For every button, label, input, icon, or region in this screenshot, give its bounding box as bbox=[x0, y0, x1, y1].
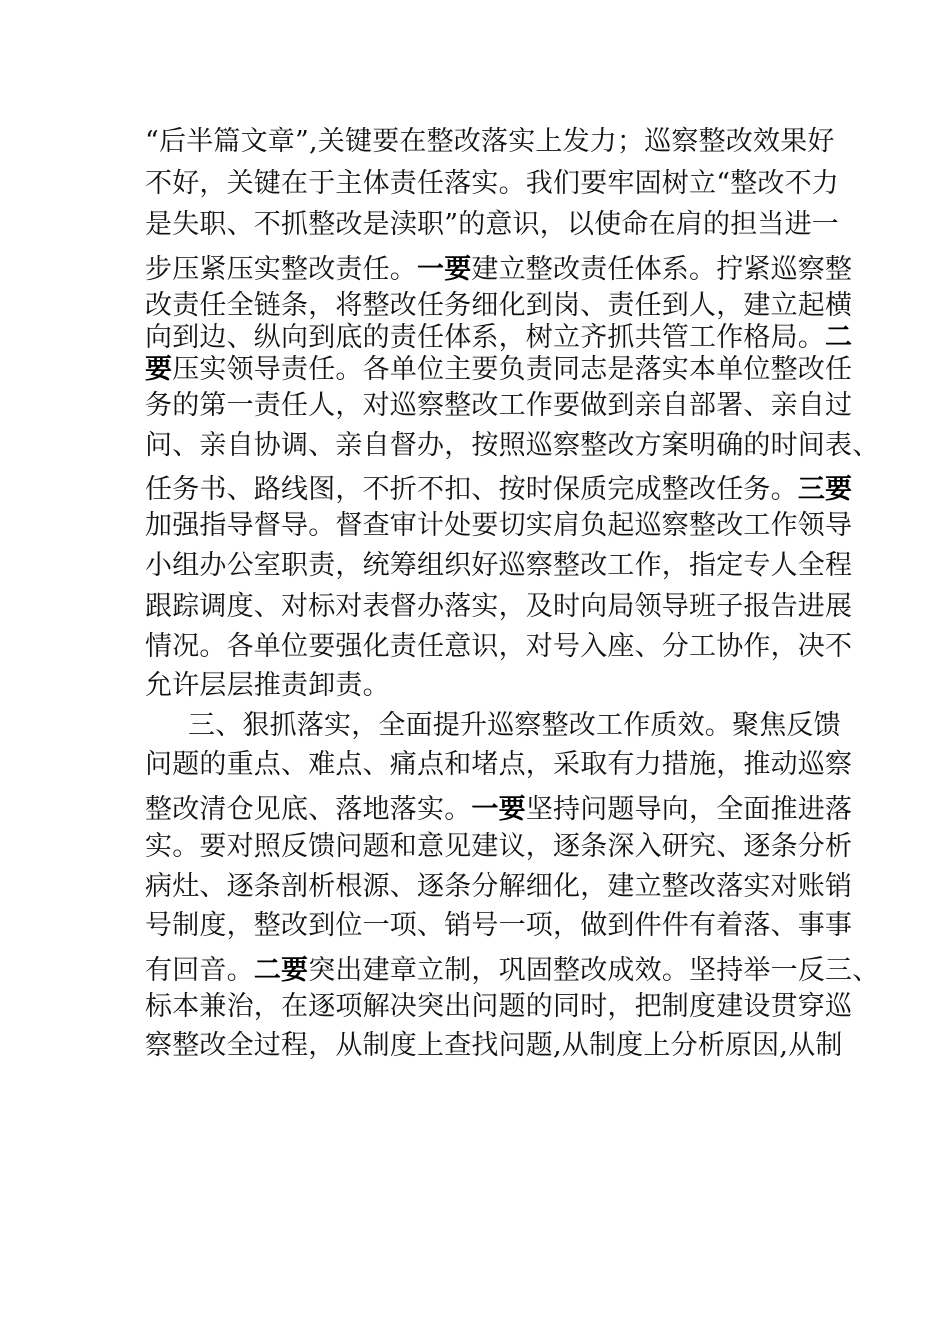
text-line-3 bbox=[145, 209, 839, 241]
line-text: 压实领导责任。各单位主要负责同志是落实本单位整改任 bbox=[172, 354, 853, 385]
line-text: 坚持问题导向，全面推进落 bbox=[525, 794, 853, 825]
keyword-yao: 要 bbox=[145, 354, 173, 385]
line-text: 问题的重点、难点、痛点和堵点，采取有力措施，推动巡察 bbox=[145, 749, 853, 780]
text-line-18 bbox=[145, 794, 852, 826]
line-text: 情况。各单位要强化责任意识，对号入座、分工协作，决不 bbox=[145, 631, 853, 662]
line-text: 三、狠抓落实，全面提升巡察整改工作质效。聚焦反馈 bbox=[188, 710, 841, 741]
line-text: 察整改全过程，从制度上查找问题,从制度上分析原因,从制 bbox=[145, 1030, 843, 1061]
text-line-15 bbox=[145, 670, 390, 702]
line-text: 务的第一责任人，对巡察整改工作要做到亲自部署、亲自过 bbox=[145, 390, 853, 421]
text-line-4 bbox=[145, 254, 852, 286]
line-text: 不好，关键在于主体责任落实。我们要牢固树立“整改不力 bbox=[145, 168, 840, 199]
text-line-21 bbox=[145, 910, 852, 942]
line-text: 建立整改责任体系。拧紧巡察整 bbox=[471, 254, 853, 285]
text-line-1 bbox=[145, 126, 835, 158]
line-text: 整改清仓见底、落地落实。 bbox=[145, 794, 472, 825]
keyword-yi-yao: 一要 bbox=[417, 254, 472, 285]
line-text: 实。要对照反馈问题和意见建议，逐条深入研究、逐条分析 bbox=[145, 831, 853, 862]
text-line-23 bbox=[145, 991, 852, 1023]
text-line-22 bbox=[145, 955, 879, 987]
line-text: 跟踪调度、对标对表督办落实，及时向局领导班子报告进展 bbox=[145, 591, 853, 622]
line-text: “后半篇文章”,关键要在整改落实上发力；巡察整改效果好 bbox=[145, 126, 835, 157]
line-text: 标本兼治，在逐项解决突出问题的同时，把制度建设贯穿巡 bbox=[145, 991, 853, 1022]
line-text: 问、亲自协调、亲自督办，按照巡察整改方案明确的时间表、 bbox=[145, 430, 880, 461]
keyword-er-yao: 二要 bbox=[253, 955, 309, 986]
text-line-14 bbox=[145, 631, 852, 663]
text-line-19 bbox=[145, 831, 852, 863]
line-text: 有回音。 bbox=[145, 955, 254, 986]
keyword-yi-yao: 一要 bbox=[471, 794, 526, 825]
line-text: 向到边、纵向到底的责任体系，树立齐抓共管工作格局。 bbox=[145, 322, 825, 353]
line-text: 突出建章立制，巩固整改成效。坚持举一反三、 bbox=[308, 955, 880, 986]
text-line-12 bbox=[145, 550, 852, 582]
keyword-er: 二 bbox=[825, 322, 853, 353]
line-text: 是失职、不抓整改是渎职”的意识，以使命在肩的担当进一 bbox=[145, 209, 840, 240]
text-line-11 bbox=[145, 510, 852, 542]
line-text: 加强指导督导。督查审计处要切实肩负起巡察整改工作领导 bbox=[145, 510, 853, 541]
text-line-13 bbox=[145, 591, 852, 623]
text-line-6 bbox=[145, 322, 852, 354]
line-text: 允许层层推责卸责。 bbox=[145, 670, 390, 701]
text-line-20 bbox=[145, 871, 852, 903]
text-line-5 bbox=[145, 290, 852, 322]
text-line-2 bbox=[145, 168, 839, 200]
line-text: 改责任全链条，将整改任务细化到岗、责任到人，建立起横 bbox=[145, 290, 853, 321]
text-line-9 bbox=[145, 430, 879, 462]
keyword-san-yao: 三要 bbox=[797, 474, 853, 505]
text-line-7 bbox=[145, 354, 852, 386]
text-line-17 bbox=[145, 749, 852, 781]
text-line-8 bbox=[145, 390, 852, 422]
text-line-16 bbox=[188, 710, 841, 742]
line-text: 步压紧压实整改责任。 bbox=[145, 254, 417, 285]
text-line-24 bbox=[145, 1030, 843, 1062]
line-text: 号制度，整改到位一项、销号一项，做到件件有着落、事事 bbox=[145, 910, 853, 941]
line-text: 任务书、路线图，不折不扣、按时保质完成整改任务。 bbox=[145, 474, 798, 505]
text-line-10 bbox=[145, 474, 852, 506]
line-text: 小组办公室职责，统筹组织好巡察整改工作，指定专人全程 bbox=[145, 550, 853, 581]
line-text: 病灶、逐条剖析根源、逐条分解细化，建立整改落实对账销 bbox=[145, 871, 853, 902]
